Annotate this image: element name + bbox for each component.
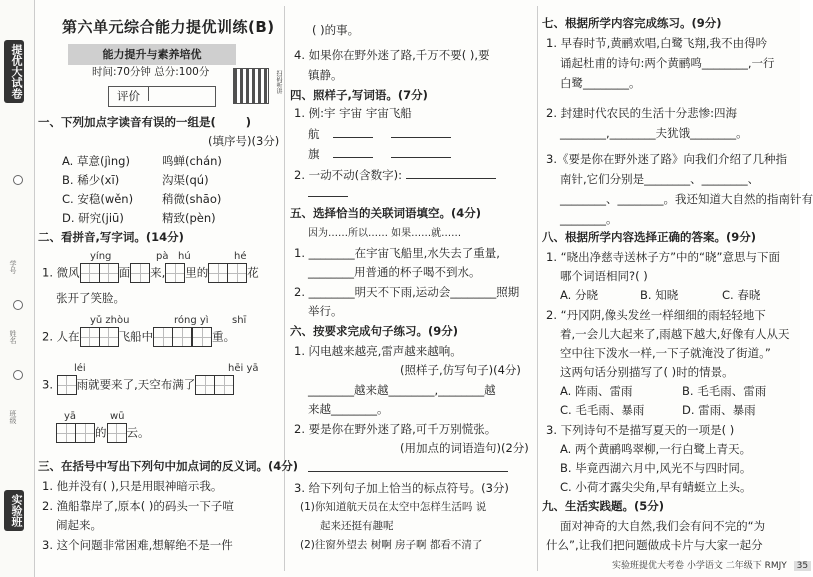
s2-q1-line1: 1. 微风 面 来, 里的 花 (42, 263, 259, 283)
answer-blank[interactable] (308, 459, 508, 472)
s2-q3-line: 3. 雨就要来了,天空布满了 (42, 375, 234, 395)
char-box[interactable] (56, 423, 76, 443)
s6-q3c: (2)往窗外望去 树啊 房子啊 都看不清了 (300, 539, 483, 551)
section-9-heading: 九、生活实践题。(5分) (542, 499, 665, 513)
s6-q2-note: (用加点的词语造句)(2分) (400, 441, 529, 455)
pinyin: yíng (90, 251, 112, 262)
section-5-heading: 五、选择恰当的关联词语填空。(4分) (290, 206, 482, 220)
pinyin: yǔ zhòu (90, 315, 130, 326)
s8-q2b: 着,一会儿大起来了,雨越下越大,好像有人从天 (560, 327, 790, 341)
option-d-1: D. 研究(jiū) (62, 211, 124, 225)
s6-q2-line (308, 459, 508, 478)
pinyin: wū (110, 411, 125, 422)
char-box[interactable] (214, 375, 234, 395)
s8-q2-opt-c[interactable]: C. 毛毛雨、暴雨 (560, 403, 645, 417)
s4-a: 航 (308, 125, 451, 144)
s8-q2-opt-b[interactable]: B. 毛毛雨、雷雨 (682, 384, 767, 398)
s3-q3: 3. 这个问题非常困难,想解绝不是一件 (42, 538, 233, 552)
label-name: 姓名 (9, 330, 17, 344)
label-id: 学号 (9, 260, 17, 274)
s6-q2: 2. 要是你在野外迷了路,可千万别慌张。 (294, 422, 497, 436)
binding-hole (13, 300, 23, 310)
option-a-1: A. 草意(jìng) (62, 154, 130, 168)
s4-b: 旗 (308, 145, 451, 164)
sidebar (0, 0, 35, 577)
s6-q1-note: (照样子,仿写句子)(4分) (400, 363, 521, 377)
qr-caption: 扫码听讲 (275, 70, 282, 94)
pinyin: léi (74, 363, 86, 374)
char-box[interactable] (208, 263, 228, 283)
s8-q1-opt-c[interactable]: C. 春晓 (722, 288, 761, 302)
s3-q1: 1. 他并没有( ),只是用眼神暗示我。 (42, 479, 223, 493)
s7-q3a: 3.《要是你在野外迷了路》向我们介绍了几种指 (546, 152, 787, 166)
option-d-2: 精致(pèn) (162, 211, 216, 225)
s2-q1-line2: 张开了笑脸。 (56, 291, 125, 305)
char-box[interactable] (195, 375, 215, 395)
option-b-1: B. 稀少(xī) (62, 173, 120, 187)
s7-q3b: 南针,它们分别是________、________、 (560, 172, 760, 186)
time-score: 时间:70分钟 总分:100分 (92, 66, 210, 78)
footer: 实验班提优大考卷 小学语文 二年级下 RMJY 35 (612, 557, 811, 576)
pinyin: yā (64, 411, 77, 422)
s6-q1: 1. 闪电越来越亮,雷声越来越响。 (294, 344, 462, 358)
s5-q2a: 2. ________明天不下雨,运动会________照期 (294, 285, 520, 299)
s7-q1c: 白鹭________。 (560, 76, 641, 90)
s7-q3c: ________、________。我还知道大自然的指南针有 (560, 192, 813, 206)
section-1-note: (填序号)(3分) (208, 134, 280, 148)
section-2-heading: 二、看拼音,写字词。(14分) (38, 230, 184, 244)
s4-example: 1. 例:宇 宇宙 宇宙飞船 (294, 106, 412, 120)
option-c-2: 稍微(shāo) (162, 192, 222, 206)
answer-blank[interactable] (333, 145, 373, 158)
binding-hole (13, 370, 23, 380)
char-box[interactable] (172, 327, 192, 347)
option-c-1: C. 安稳(wěn) (62, 192, 134, 206)
char-box[interactable] (80, 263, 100, 283)
s8-q3-opt-b[interactable]: B. 毕竟西湖六月中,风光不与四时同。 (560, 461, 752, 475)
char-box[interactable] (80, 327, 100, 347)
brand-bottom: 实验班 (4, 490, 24, 531)
s3-q2b: 闹起来。 (56, 518, 102, 532)
s4-q2-line2 (308, 184, 348, 203)
s2-q4-line: 的 云。 (56, 423, 150, 443)
s7-q1a: 1. 早春时节,黄鹂欢唱,白鹭飞翔,我不由得吟 (546, 36, 768, 50)
answer-blank[interactable] (406, 166, 496, 179)
s7-q3d: ________。 (560, 212, 618, 226)
s6-q3b: 起来还挺有趣呢 (320, 520, 394, 532)
column-1 (38, 0, 299, 577)
s8-q3: 3. 下列诗句不是描写夏天的一项是( ) (546, 423, 735, 437)
char-box[interactable] (153, 327, 173, 347)
char-box[interactable] (75, 423, 95, 443)
page-title: 第六单元综合能力提优训练(B) (62, 18, 275, 36)
s3-q4a: 4. 如果你在野外迷了路,千万不要( ),要 (294, 48, 490, 62)
s7-q2a: 2. 封建时代农民的生活十分悲惨:四海 (546, 106, 738, 120)
s6-q1-fill2: 来越________。 (308, 402, 389, 416)
eval-cell[interactable] (148, 87, 215, 101)
s6-q3a: (1)你知道航天员在太空中怎样生活吗 说 (300, 501, 487, 513)
pinyin: hēi yā (228, 363, 259, 374)
pinyin: pà (156, 251, 169, 262)
char-box[interactable] (99, 263, 119, 283)
char-box[interactable] (165, 263, 185, 283)
s8-q2-opt-a[interactable]: A. 阵雨、雷雨 (560, 384, 633, 398)
char-box[interactable] (130, 263, 150, 283)
s3-q4b: 镇静。 (308, 68, 343, 82)
column-3 (542, 0, 813, 577)
pinyin: hú (178, 251, 191, 262)
s8-q1-opt-a[interactable]: A. 分晓 (560, 288, 598, 302)
brand-top: 提优大试卷 (4, 40, 24, 103)
s8-q3-opt-a[interactable]: A. 两个黄鹂鸣翠柳,一行白鹭上青天。 (560, 442, 752, 456)
section-3-heading: 三、在括号中写出下列句中加点词的反义词。(4分) (38, 459, 299, 473)
s6-q1-fill: ________越来越________,________越 (308, 383, 496, 397)
s5-q1a: 1. ________在宇宙飞船里,水失去了重量, (294, 246, 500, 260)
s8-q1a: 1. “晓出净慈寺送林子方”中的“晓”意思与下面 (546, 250, 780, 264)
qr-code (233, 68, 269, 104)
s8-q1b: 哪个词语相同?( ) (560, 269, 648, 283)
char-box[interactable] (57, 375, 77, 395)
s7-q1b: 诵起杜甫的诗句:两个黄鹂鸣________,一行 (560, 56, 775, 70)
binding-hole (13, 175, 23, 185)
s8-q2a: 2. “丹冈阴,像头发丝一样细细的雨轻轻地下 (546, 308, 766, 322)
s5-options: 因为……所以…… 如果……就…… (308, 228, 462, 239)
s7-q2b: ________,________夫犹饿________。 (560, 126, 748, 140)
label-class: 班级 (9, 410, 17, 424)
s5-q2b: 举行。 (308, 304, 343, 318)
pinyin: róng yì (174, 315, 209, 326)
s8-q2d: 这两句话分别描写了( )时的情景。 (560, 365, 734, 379)
option-b-2: 沟渠(qú) (162, 173, 209, 187)
char-box[interactable] (99, 327, 119, 347)
char-box[interactable] (192, 327, 212, 347)
section-6-heading: 六、按要求完成句子练习。(9分) (290, 324, 459, 338)
answer-blank[interactable] (391, 125, 451, 138)
s8-q2c: 空中往下泼水一样,一下子就淹没了街道。” (560, 346, 771, 360)
banner: 能力提升与素养培优 (68, 44, 236, 65)
s5-q1b: ________用普通的杯子喝不到水。 (308, 265, 481, 279)
eval-label: 评价 (117, 89, 140, 103)
section-4-heading: 四、照样子,写词语。(7分) (290, 88, 428, 102)
s2-q2-line: 2. 人在 飞船中 重。 (42, 327, 235, 347)
section-8-heading: 八、根据所学内容选择正确的答案。(9分) (542, 230, 757, 244)
s9-p2: 什么”,让我们把问题做成卡片与大家一起分 (546, 538, 763, 552)
char-box[interactable] (107, 423, 127, 443)
answer-blank[interactable] (333, 125, 373, 138)
s8-q3-opt-c[interactable]: C. 小荷才露尖尖角,早有蜻蜓立上头。 (560, 480, 752, 494)
char-box[interactable] (227, 263, 247, 283)
s4-q2: 2. 一动不动(含数字): (294, 166, 496, 185)
pinyin: shī (232, 315, 247, 326)
pinyin: hé (234, 251, 247, 262)
answer-blank[interactable] (391, 145, 451, 158)
column-divider (537, 6, 538, 571)
s8-q1-opt-b[interactable]: B. 知晓 (640, 288, 679, 302)
s8-q2-opt-d[interactable]: D. 雷雨、暴雨 (682, 403, 756, 417)
s6-q3: 3. 给下列句子加上恰当的标点符号。(3分) (294, 481, 509, 495)
page-number: 35 (794, 561, 811, 571)
s3-q2a: 2. 渔船靠岸了,原本( )的码头一下子喧 (42, 499, 234, 513)
c2-top: ( )的事。 (312, 23, 360, 37)
s9-p1: 面对神奇的大自然,我们会有问不完的“为 (560, 519, 766, 533)
section-1-heading: 一、下列加点字读音有误的一组是( ) (38, 115, 252, 129)
option-a-2: 鸣蝉(chán) (162, 154, 222, 168)
column-2 (290, 0, 532, 577)
answer-blank[interactable] (308, 184, 348, 197)
section-7-heading: 七、根据所学内容完成练习。(9分) (542, 16, 722, 30)
evaluation-box (108, 86, 216, 107)
